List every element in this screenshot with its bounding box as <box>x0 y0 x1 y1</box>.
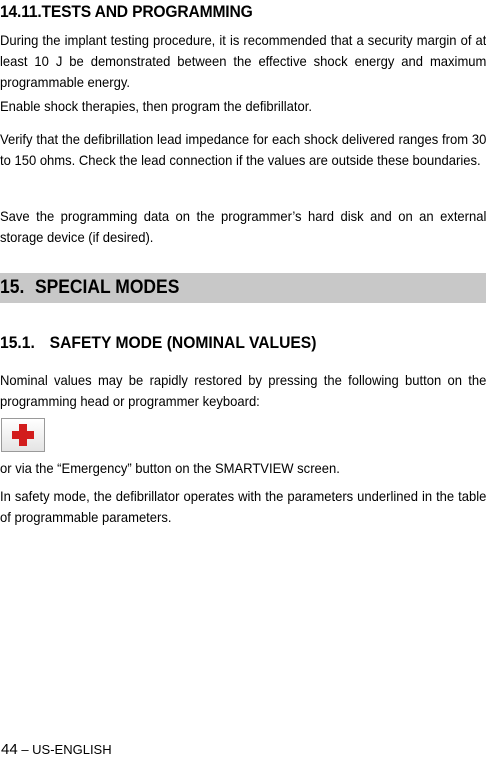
paragraph-enable-shock: Enable shock therapies, then program the defibrillator. <box>0 98 312 114</box>
chapter-heading-bar <box>0 273 486 303</box>
subsection-number: 15.1. <box>0 333 35 352</box>
subsection-title <box>0 333 316 353</box>
footer-label: – US-ENGLISH <box>21 742 112 757</box>
page-footer <box>1 741 112 759</box>
paragraph-emergency-button: or via the “Emergency” button on the SMARTVIEW screen. <box>0 460 340 476</box>
red-plus-icon-bar <box>12 431 34 439</box>
subsection-title-text: SAFETY MODE (NOMINAL VALUES) <box>49 333 317 352</box>
chapter-title <box>0 277 179 299</box>
page-number: 44 <box>1 741 18 758</box>
emergency-button-icon <box>1 418 45 452</box>
section-title: 14.11.TESTS AND PROGRAMMING <box>0 2 253 21</box>
chapter-number: 15. <box>0 277 25 298</box>
chapter-title-text: SPECIAL MODES <box>34 277 180 298</box>
paragraph-nominal-values: Nominal values may be rapidly restored by pressing the following button on the programming head or programmer keyboard: <box>0 372 486 409</box>
paragraph-safety-mode: In safety mode, the defibrillator operates with the parameters underlined in the table of programmable parameters. <box>0 488 486 525</box>
paragraph-security-margin: During the implant testing procedure, it is recommended that a security margin of at least 10 J be demonstrated between the effective shock energy and maximum programmable energy. <box>0 32 486 90</box>
paragraph-save-data: Save the programming data on the programmer’s hard disk and on an external storage device (if desired). <box>0 208 486 245</box>
paragraph-lead-impedance: Verify that the defibrillation lead impedance for each shock delivered ranges from 30 to 150 ohms. Check the lead connection if the values are outside these boundaries. <box>0 131 486 168</box>
